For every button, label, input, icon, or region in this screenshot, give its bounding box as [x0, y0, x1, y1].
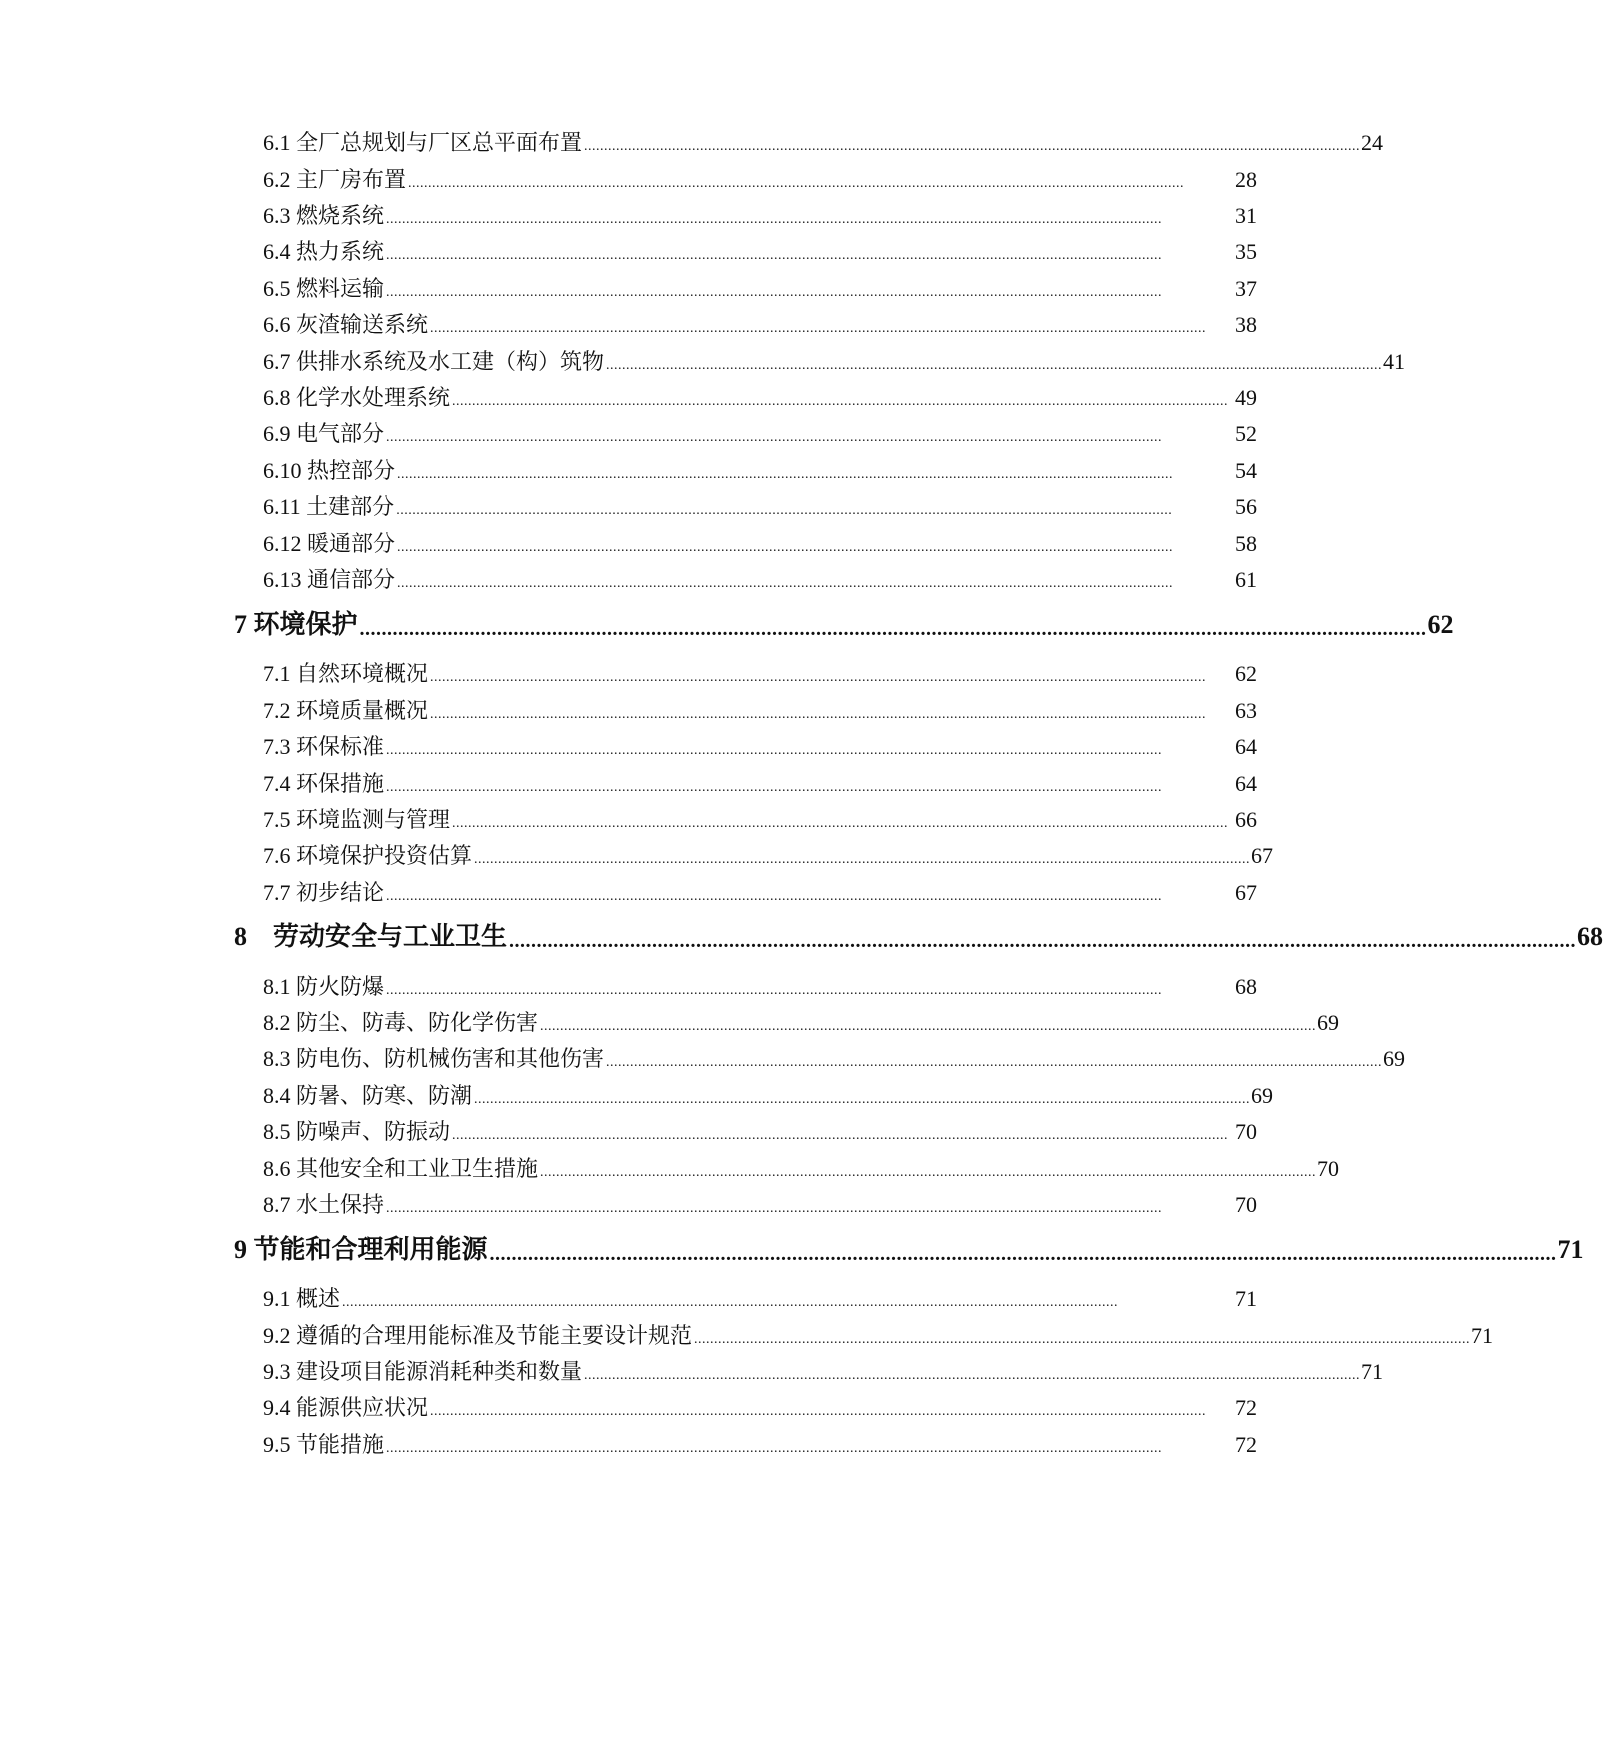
toc-leader-dots: .................................................................................................................................................................................................. [430, 707, 1207, 722]
toc-entry[interactable] [263, 529, 1257, 559]
toc-entry-page: 71 [1471, 1323, 1494, 1348]
toc-entry[interactable] [263, 1393, 1257, 1423]
toc-entry[interactable] [263, 972, 1257, 1002]
toc-chapter[interactable] [234, 1233, 1584, 1267]
toc-entry-page: 64 [1235, 771, 1257, 796]
toc-entry-page: 71 [1235, 1286, 1257, 1311]
toc-entry-title: 7.7 初步结论 [263, 880, 385, 905]
toc-entry-page: 67 [1235, 880, 1257, 905]
toc-entry[interactable] [263, 237, 1257, 267]
toc-entry-page: 69 [1251, 1083, 1274, 1108]
toc-leader-dots: .................................................................................................................................................................................................. [396, 503, 1173, 518]
toc-entry-title: 9.4 能源供应状况 [263, 1395, 429, 1420]
toc-leader-dots: .................................................................................................................................................................................................. [540, 1165, 1317, 1180]
toc-entry-page: 72 [1235, 1432, 1257, 1457]
toc-entry[interactable] [263, 419, 1257, 449]
toc-entry-title: 7.6 环境保护投资估算 [263, 843, 473, 868]
toc-leader-dots: .................................................................................................................................................................................................. [452, 816, 1229, 831]
toc-entry-title: 7.2 环境质量概况 [263, 698, 429, 723]
toc-entry[interactable] [263, 1008, 1340, 1038]
toc-entry-page: 67 [1251, 843, 1274, 868]
toc-entry[interactable] [263, 1357, 1384, 1387]
toc-entry-page: 31 [1235, 203, 1257, 228]
toc-entry-title: 9.2 遵循的合理用能标准及节能主要设计规范 [263, 1323, 693, 1348]
toc-entry-title: 7.1 自然环境概况 [263, 661, 429, 686]
toc-entry-page: 54 [1235, 458, 1257, 483]
toc-chapter[interactable] [234, 608, 1454, 642]
toc-leader-dots: .................................................................................................................................................................................................. [386, 212, 1163, 227]
toc-entry-page: 41 [1383, 349, 1406, 374]
toc-entry-page: 70 [1235, 1192, 1257, 1217]
toc-entry[interactable] [263, 1430, 1257, 1460]
toc-chapter-page: 68 [1577, 922, 1603, 951]
toc-entry[interactable] [263, 1081, 1274, 1111]
toc-entry-title: 8.5 防噪声、防振动 [263, 1119, 451, 1144]
toc-leader-dots: .................................................................................................................................................................................................. [606, 1055, 1383, 1070]
toc-entry[interactable] [263, 1284, 1257, 1314]
toc-chapter-page: 62 [1427, 610, 1454, 639]
toc-leader-dots: .................................................................................................................................................................................................. [386, 285, 1163, 300]
toc-entry-title: 9.1 概述 [263, 1286, 341, 1311]
toc-entry-title: 6.10 热控部分 [263, 458, 396, 483]
toc-entry-title: 6.1 全厂总规划与厂区总平面布置 [263, 130, 583, 155]
toc-entry[interactable] [263, 1190, 1257, 1220]
toc-entry-page: 70 [1317, 1156, 1340, 1181]
toc-entry-title: 9.5 节能措施 [263, 1432, 385, 1457]
toc-entry-title: 8.3 防电伤、防机械伤害和其他伤害 [263, 1046, 605, 1071]
toc-entry-title: 7.3 环保标准 [263, 734, 385, 759]
toc-entry[interactable] [263, 732, 1257, 762]
toc-leader-dots: .................................................................................................................................................................................................. [386, 889, 1163, 904]
toc-entry[interactable] [263, 310, 1257, 340]
toc-entry-title: 8.1 防火防爆 [263, 974, 385, 999]
toc-entry-page: 38 [1235, 312, 1257, 337]
toc-entry-page: 69 [1383, 1046, 1406, 1071]
toc-entry-page: 71 [1361, 1359, 1384, 1384]
toc-leader-dots: .................................................................................................................................................................................................. [386, 430, 1163, 445]
toc-entry-page: 72 [1235, 1395, 1257, 1420]
toc-entry-title: 8.7 水土保持 [263, 1192, 385, 1217]
toc-entry-page: 62 [1235, 661, 1257, 686]
toc-leader-dots: .................................................................................................................................................................................................. [452, 394, 1229, 409]
toc-entry-page: 28 [1235, 167, 1257, 192]
toc-leader-dots: .................................................................................................................................................................................................. [386, 743, 1163, 758]
toc-entry-page: 49 [1235, 385, 1257, 410]
toc-leader-dots: .................................................................................................................................................................................................. [397, 467, 1174, 482]
toc-entry[interactable] [263, 128, 1384, 158]
toc-leader-dots: .................................................................................................................................................................................................. [430, 1404, 1207, 1419]
toc-leader-dots: .................................................................................................................................................................................................. [694, 1332, 1471, 1347]
toc-entry-page: 63 [1235, 698, 1257, 723]
toc-entry[interactable] [263, 456, 1257, 486]
toc-leader-dots: .................................................................................................................................................................................................. [397, 540, 1174, 555]
toc-entry[interactable] [263, 383, 1257, 413]
toc-entry-title: 7.4 环保措施 [263, 771, 385, 796]
toc-entry[interactable] [263, 1044, 1406, 1074]
toc-leader-dots: .................................................................................................................................................................................................. [397, 576, 1174, 591]
toc-entry[interactable] [263, 769, 1257, 799]
toc-entry-title: 6.9 电气部分 [263, 421, 385, 446]
toc-entry-title: 8.4 防暑、防寒、防潮 [263, 1083, 473, 1108]
toc-leader-dots: .................................................................................................................................................................................................. [386, 1441, 1163, 1456]
toc-entry-title: 7.5 环境监测与管理 [263, 807, 451, 832]
toc-entry[interactable] [263, 1321, 1494, 1351]
toc-leader-dots: .................................................................................................................................................................................................. [386, 780, 1163, 795]
toc-entry-page: 24 [1361, 130, 1384, 155]
toc-leader-dots: .................................................................................................................................................................................................. [540, 1019, 1317, 1034]
toc-entry-title: 6.2 主厂房布置 [263, 167, 407, 192]
toc-entry[interactable] [263, 492, 1257, 522]
toc-entry[interactable] [263, 1117, 1257, 1147]
toc-entry-title: 8.2 防尘、防毒、防化学伤害 [263, 1010, 539, 1035]
toc-leader-dots: .................................................................................................................................................................................................. [474, 1092, 1251, 1107]
toc-chapter-page: 71 [1557, 1235, 1584, 1264]
toc-entry[interactable] [263, 565, 1257, 595]
toc-leader-dots: .................................................................................................................................................................................................. [474, 852, 1251, 867]
toc-chapter-title: 9 节能和合理利用能源 [234, 1235, 488, 1264]
toc-entry-title: 6.12 暖通部分 [263, 531, 396, 556]
toc-entry[interactable] [263, 274, 1257, 304]
toc-entry[interactable] [263, 1154, 1340, 1184]
toc-leader-dots: .................................................................................................................................................................................................. [386, 1201, 1163, 1216]
toc-leader-dots: .................................................................................................................................................................................................. [386, 248, 1163, 263]
toc-chapter-title: 8 劳动安全与工业卫生 [234, 922, 508, 951]
toc-leader-dots: .................................................................................................................................................................................................. [509, 930, 1577, 952]
toc-entry-title: 6.7 供排水系统及水工建（构）筑物 [263, 349, 605, 374]
toc-entry-page: 37 [1235, 276, 1257, 301]
toc-entry[interactable] [263, 696, 1257, 726]
toc-leader-dots: .................................................................................................................................................................................................. [408, 176, 1185, 191]
toc-entry-title: 6.6 灰渣输送系统 [263, 312, 429, 337]
toc-entry[interactable] [263, 659, 1257, 689]
toc-entry-page: 64 [1235, 734, 1257, 759]
toc-entry-page: 61 [1235, 567, 1257, 592]
toc-entry-title: 9.3 建设项目能源消耗种类和数量 [263, 1359, 583, 1384]
toc-entry-title: 6.11 土建部分 [263, 494, 395, 519]
toc-entry-title: 6.8 化学水处理系统 [263, 385, 451, 410]
toc-entry-title: 6.13 通信部分 [263, 567, 396, 592]
toc-leader-dots: .................................................................................................................................................................................................. [584, 139, 1361, 154]
toc-entry-page: 69 [1317, 1010, 1340, 1035]
toc-entry[interactable] [263, 201, 1257, 231]
toc-leader-dots: .................................................................................................................................................................................................. [606, 358, 1383, 373]
toc-entry-page: 52 [1235, 421, 1257, 446]
toc-leader-dots: .................................................................................................................................................................................................. [430, 670, 1207, 685]
toc-chapter[interactable] [234, 920, 1603, 954]
toc-entry-page: 70 [1235, 1119, 1257, 1144]
toc-leader-dots: .................................................................................................................................................................................................. [386, 983, 1163, 998]
toc-entry[interactable] [263, 347, 1406, 377]
toc-entry-title: 6.4 热力系统 [263, 239, 385, 264]
toc-leader-dots: .................................................................................................................................................................................................. [489, 1243, 1557, 1265]
toc-entry-page: 68 [1235, 974, 1257, 999]
toc-leader-dots: .................................................................................................................................................................................................. [452, 1128, 1229, 1143]
toc-entry-title: 6.5 燃料运输 [263, 276, 385, 301]
toc-entry[interactable] [263, 165, 1257, 195]
toc-entry-page: 66 [1235, 807, 1257, 832]
toc-entry-page: 58 [1235, 531, 1257, 556]
toc-entry-title: 6.3 燃烧系统 [263, 203, 385, 228]
toc-entry-page: 35 [1235, 239, 1257, 264]
toc-entry-title: 8.6 其他安全和工业卫生措施 [263, 1156, 539, 1181]
toc-entry[interactable] [263, 841, 1274, 871]
toc-leader-dots: .................................................................................................................................................................................................. [342, 1295, 1119, 1310]
toc-entry[interactable] [263, 805, 1257, 835]
toc-entry-page: 56 [1235, 494, 1257, 519]
toc-leader-dots: .................................................................................................................................................................................................. [359, 618, 1427, 640]
toc-entry[interactable] [263, 878, 1257, 908]
toc-chapter-title: 7 环境保护 [234, 610, 358, 639]
toc-leader-dots: .................................................................................................................................................................................................. [430, 321, 1207, 336]
toc-leader-dots: .................................................................................................................................................................................................. [584, 1368, 1361, 1383]
